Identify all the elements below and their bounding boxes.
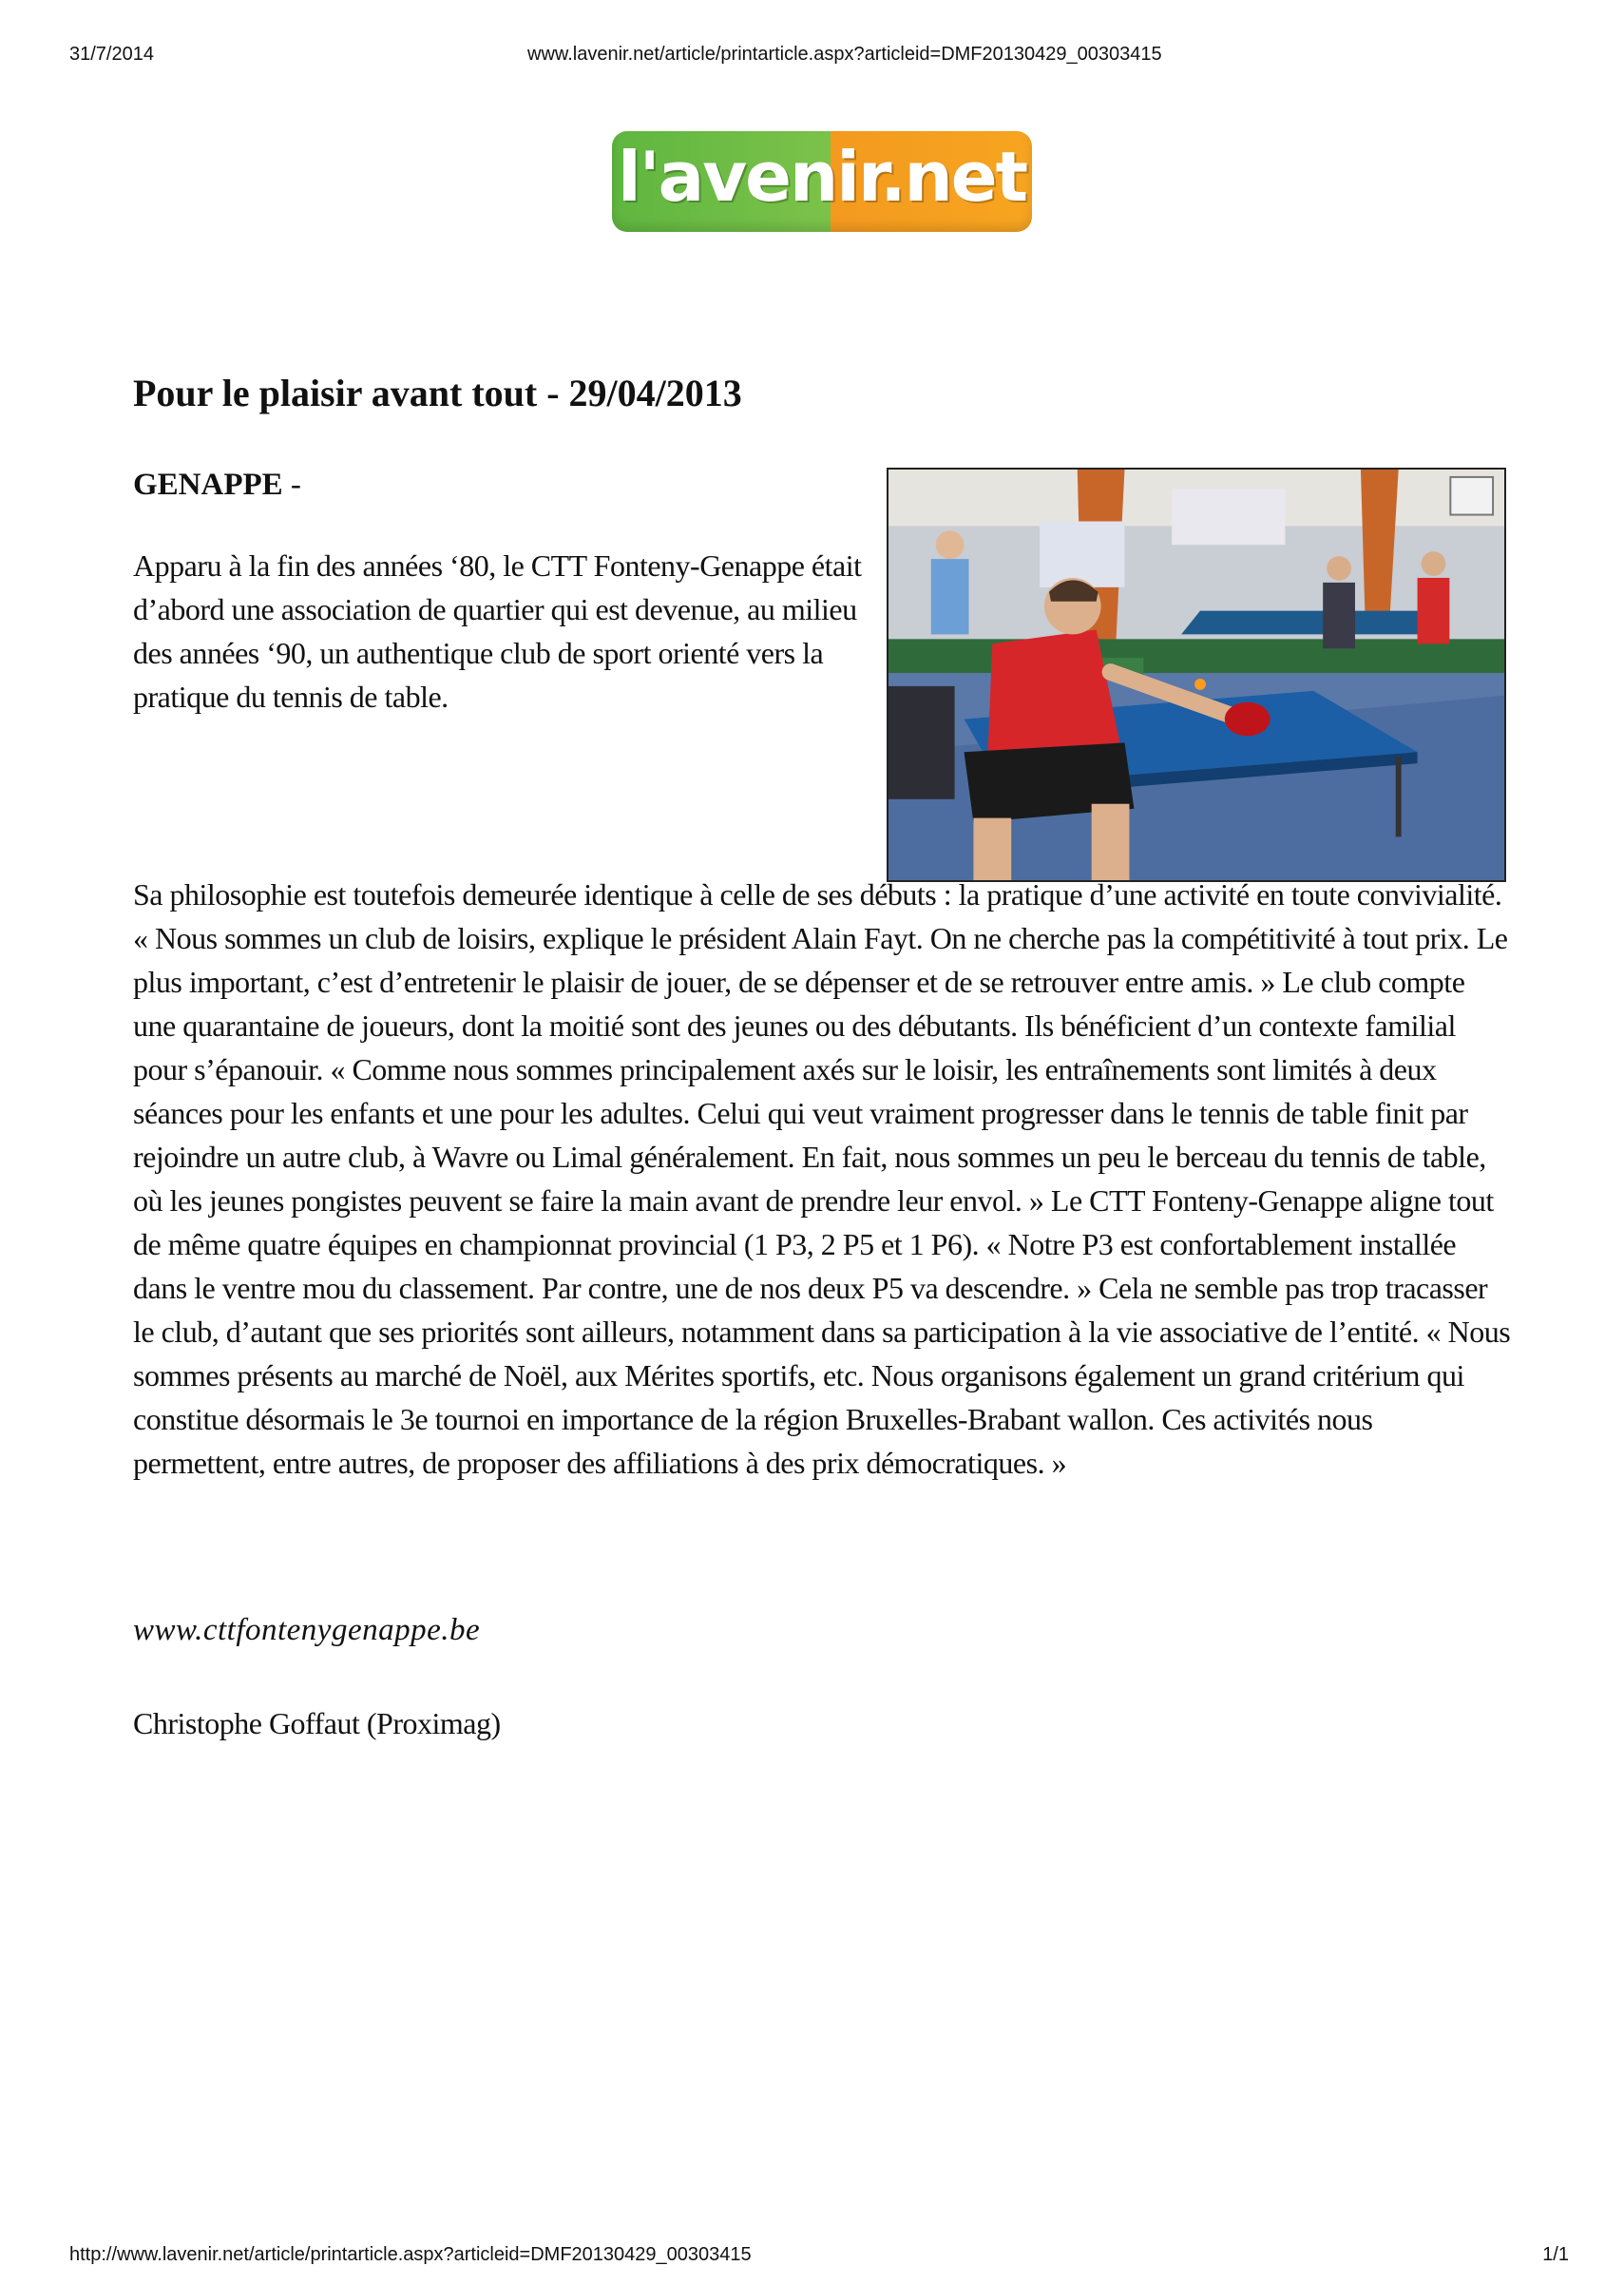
- article-author: Christophe Goffaut (Proximag): [133, 1706, 501, 1740]
- logo-text: l'avenir.net: [617, 137, 1027, 217]
- lavenir-logo[interactable]: [612, 131, 1032, 232]
- article-title: Pour le plaisir avant tout - 29/04/2013: [133, 372, 742, 414]
- page-count: 1/1: [1542, 2244, 1569, 2265]
- article-photo: [887, 468, 1506, 882]
- article-location: [133, 468, 301, 503]
- table-tennis-photo: [888, 470, 1504, 880]
- article-body: Sa philosophie est toutefois demeurée identique à celle de ses débuts : la pratique d’une activité en toute convivialité. « Nous sommes un club de loisirs, explique le président Alain Fayt. On ne cherche pas la compétitivité à tout prix. Le plus important, c’est d’entretenir le plaisir de jouer, de se dépenser et de se retrouver entre amis. » Le club compte une quarantaine de joueurs, dont la moitié sont des jeunes ou des débutants. Ils bénéficient d’un contexte familial pour s’épanouir. « Comme nous sommes principalement axés sur le loisir, les entraînements sont limités à deux séances pour les enfants et une pour les adultes. Celui qui veut vraiment progresser dans le tennis de table finit par rejoindre un autre club, à Wavre ou Limal généralement. En fait, nous sommes un peu le berceau du tennis de table, où les jeunes pongistes peuvent se faire la main avant de prendre leur envol. » Le CTT Fonteny-Genappe aligne tout de même quatre équipes en championnat provincial (1 P3, 2 P5 et 1 P6). « Notre P3 est confortablement installée dans le ventre mou du classement. Par contre, une de nos deux P5 va descendre. » Cela ne semble pas trop tracasser le club, d’autant que ses priorités sont ailleurs, notamment dans sa participation à la vie associative de l’entité. « Nous sommes présents au marché de Noël, aux Mérites sportifs, etc. Nous organisons également un grand critérium qui constitue désormais le 3e tournoi en importance de la région Bruxelles-Brabant wallon. Ces activités nous permettent, entre autres, de proposer des affiliations à des prix démocratiques. »: [133, 877, 1511, 1480]
- location-name: GENAPPE: [133, 468, 283, 502]
- print-header-url: www.lavenir.net/article/printarticle.aspx?articleid=DMF20130429_00303415: [527, 44, 1162, 65]
- print-footer-url: http://www.lavenir.net/article/printarticle.aspx?articleid=DMF20130429_00303415: [69, 2244, 752, 2265]
- article-intro: Apparu à la fin des années ‘80, le CTT Fonteny-Genappe était d’abord une association de quartier qui est devenue, au milieu des années ‘90, un authentique club de sport orienté vers la pratique du tennis de table.: [133, 548, 862, 714]
- print-date: 31/7/2014: [69, 44, 154, 65]
- club-website-link[interactable]: www.cttfontenygenappe.be: [133, 1613, 481, 1647]
- location-dash: -: [282, 468, 301, 502]
